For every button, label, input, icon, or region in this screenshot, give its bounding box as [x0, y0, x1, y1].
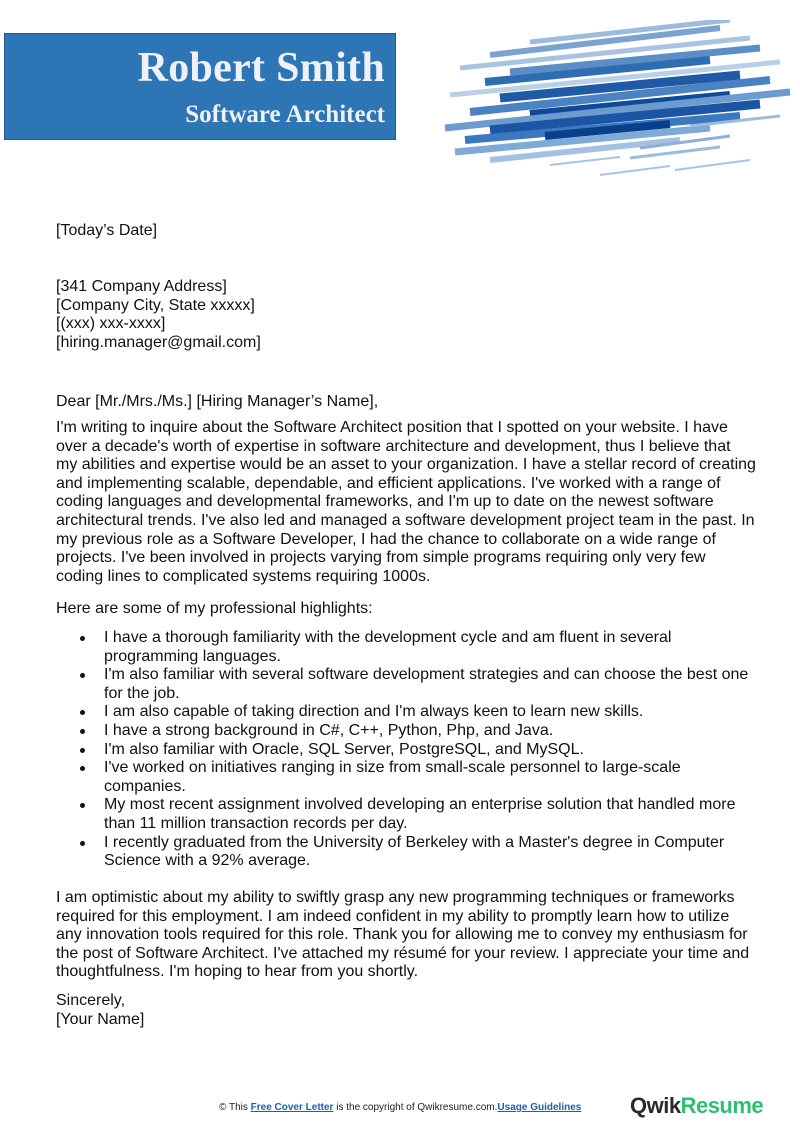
applicant-job-title: Software Architect [185, 101, 385, 128]
bullet-icon [80, 673, 85, 678]
highlights-intro: Here are some of my professional highlights: [56, 600, 373, 617]
list-item: I've worked on initiatives ranging in size from small-scale personnel to large-scale companies. [56, 759, 756, 796]
highlights-list [56, 629, 756, 871]
bullet-icon [80, 841, 85, 846]
applicant-name: Robert Smith [137, 45, 385, 91]
list-item: I recently graduated from the University of Berkeley with a Master's degree in Computer Science with a 92% average. [56, 834, 756, 871]
list-item: I have a thorough familiarity with the development cycle and am fluent in several programming languages. [56, 629, 756, 666]
bullet-icon [80, 803, 85, 808]
bullet-icon [80, 729, 85, 734]
free-cover-letter-link[interactable]: Free Cover Letter [250, 1102, 334, 1113]
salutation: Dear [Mr./Mrs./Ms.] [Hiring Manager’s Name], [56, 393, 379, 410]
closing-paragraph: I am optimistic about my ability to swiftly grasp any new programming techniques or frameworks required for this employment. I am indeed confident in my ability to promptly learn how to utilize any innovation tools required for this role. Thank you for allowing me to convey my enthusiasm for the post of Software Architect. I've attached my résumé for your review. I appreciate your time and thoughtfulness. I'm hoping to hear from you shortly. [56, 889, 750, 981]
list-item: I'm also familiar with Oracle, SQL Server, PostgreSQL, and MySQL. [56, 741, 756, 760]
list-item: I am also capable of taking direction and I'm always keen to learn new skills. [56, 703, 756, 722]
opening-paragraph: I'm writing to inquire about the Software Architect position that I spotted on your website. I have over a decade's worth of expertise in software architecture and development, thus I believe that my abilities and expertise would be an asset to your organization. I have a stellar record of creating and implementing scalable, dependable, and efficient applications. I've worked with a range of coding languages and developmental frameworks, and I'm up to date on the newest software architectural trends. I've also led and managed a software development project team in the past. In my previous role as a Software Developer, I had the chance to collaborate on a wide range of projects. I've been involved in projects varying from simple programs requiring only very few coding lines to complicated systems requiring 1000s. [56, 419, 756, 585]
copyright-notice: © This Free Cover Letter is the copyright of Qwikresume.com.Usage Guidelines [219, 1102, 582, 1113]
list-item: I have a strong background in C#, C++, Python, Php, and Java. [56, 722, 756, 741]
closing-phrase: Sincerely, [56, 992, 126, 1009]
letter-date: [Today’s Date] [56, 222, 158, 239]
recipient-email: [hiring.manager@gmail.com] [56, 333, 261, 351]
list-item: My most recent assignment involved developing an enterprise solution that handled more than 11 million transaction records per day. [56, 796, 756, 833]
blue-streaks-graphic-icon [430, 20, 800, 190]
bullet-icon [80, 748, 85, 753]
bullet-icon [80, 766, 85, 771]
header-banner [4, 33, 396, 140]
usage-guidelines-link[interactable]: Usage Guidelines [497, 1102, 582, 1113]
signature-name: [Your Name] [56, 1011, 145, 1028]
recipient-city-state: [Company City, State xxxxx] [56, 296, 255, 314]
recipient-block [56, 278, 261, 352]
bullet-icon [80, 636, 85, 641]
qwikresume-logo: QwikResume [630, 1093, 764, 1118]
list-item: I'm also familiar with several software development strategies and can choose the best one for the job. [56, 666, 756, 703]
recipient-phone: [(xxx) xxx-xxxx] [56, 315, 166, 333]
recipient-address: [341 Company Address] [56, 278, 227, 295]
bullet-icon [80, 710, 85, 715]
